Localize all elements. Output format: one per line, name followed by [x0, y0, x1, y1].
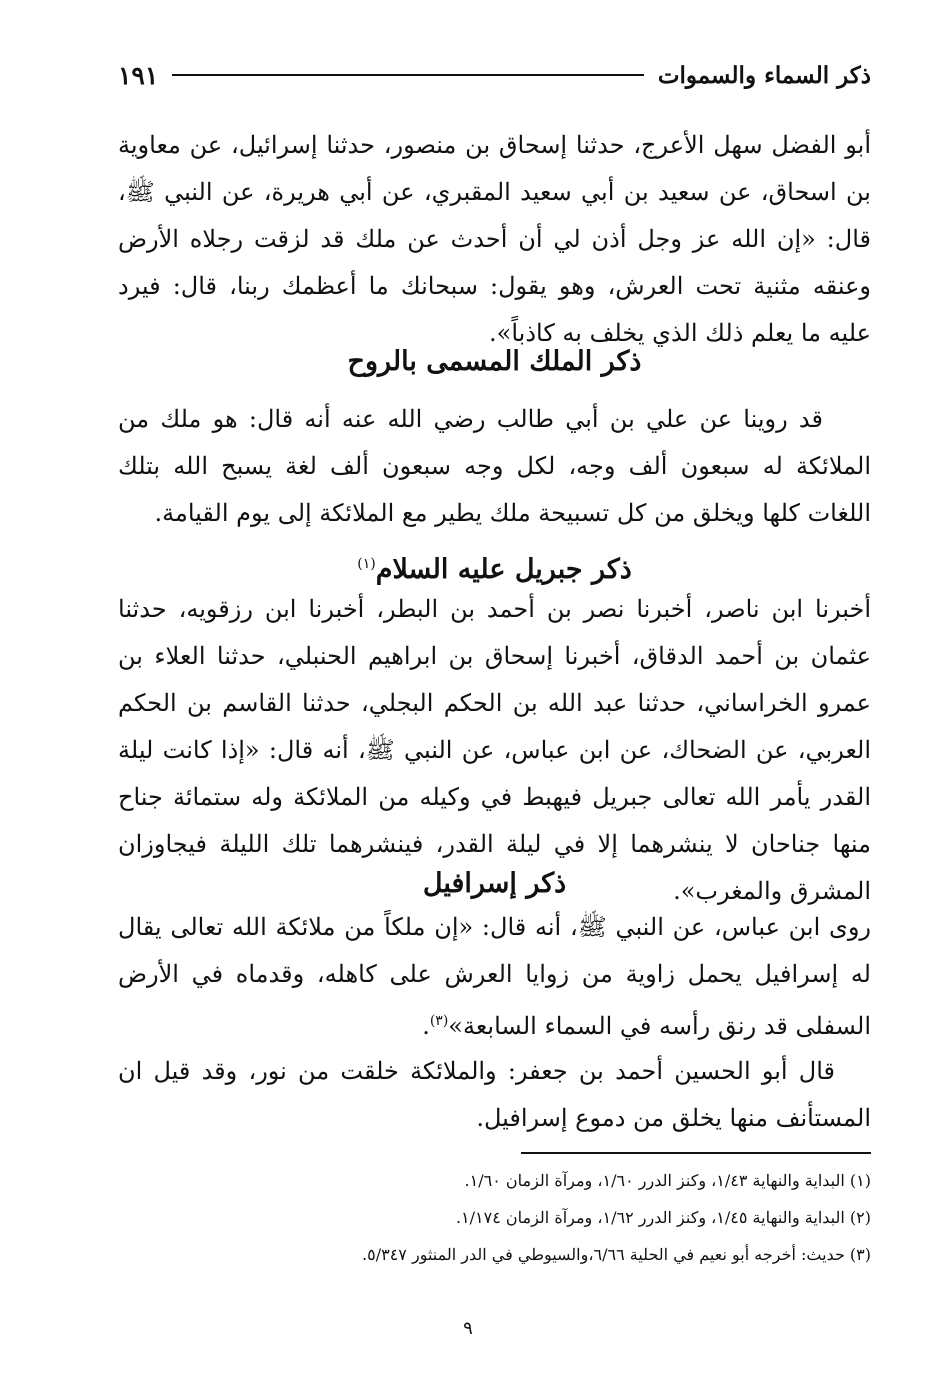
heading-jibril [118, 544, 871, 590]
israfil-text: روى ابن عباس، عن النبي ﷺ، أنه قال: «إن ملكاً من ملائكة الله تعالى يقال له إسرافيل يحمل زاوية من زوايا العرش على كاهله، وقدماه في الأرض السفلى قد رنق رأسه في السماء السابعة» [118, 913, 871, 1040]
ruh-paragraph: قد روينا عن علي بن أبي طالب رضي الله عنه أنه قال: هو ملك من الملائكة له سبعون ألف وجه، لكل وجه سبعون ألف لغة يسبح الله بتلك اللغات كلها ويخلق من كل تسبيحة ملك يطير مع الملائكة إلى يوم القيامة. [118, 405, 871, 527]
footnote-rule [521, 1152, 871, 1154]
running-title: ذكر السماء والسموات [657, 61, 871, 89]
page-header [118, 52, 871, 98]
heading-israfil: ذكر إسرافيل [422, 868, 567, 899]
header-rule [172, 74, 644, 76]
israfil-block-2 [118, 1048, 871, 1142]
heading-jibril-text: ذكر جبريل عليه السلام [375, 554, 632, 585]
israfil-text-end: . [422, 1012, 430, 1040]
footnote-1: (١) البداية والنهاية ١/٤٣، وكنز الدرر ١/٦٠، ومرآة الزمان ١/٦٠. [464, 1171, 871, 1190]
intro-paragraph: أبو الفضل سهل الأعرج، حدثنا إسحاق بن منصور، حدثنا إسرائيل، عن معاوية بن اسحاق، عن سعيد بن أبي سعيد المقبري، عن أبي هريرة، عن النبي ﷺ، قال: «إن الله عز وجل أذن لي أن أحدث عن ملك قد لزقت رجلاه الأرض وعنقه مثنية تحت العرش، وهو يقول: سبحانك ما أعظمك ربنا، قال: فيرد عليه ما يعلم ذلك الذي يخلف به كاذباً». [118, 131, 871, 347]
footnote-3: (٣) حديث: أخرجه أبو نعيم في الحلية ٦/٦٦،والسيوطي في الدر المنثور ٥/٣٤٧. [362, 1245, 871, 1264]
heading-ruh: ذكر الملك المسمى بالروح [347, 346, 642, 377]
footnote-2: (٢) البداية والنهاية ١/٤٥، وكنز الدرر ١/٦٢، ومرآة الزمان ١/١٧٤. [455, 1208, 871, 1227]
heading-jibril-ref: (١) [357, 556, 376, 572]
footnotes [118, 1162, 871, 1273]
israfil-ref: (٣) [429, 1013, 449, 1029]
israfil-block [118, 904, 871, 1050]
bottom-mark: ٩ [463, 1318, 473, 1339]
jibril-paragraph: أخبرنا ابن ناصر، أخبرنا نصر بن أحمد بن البطر، أخبرنا ابن رزقويه، حدثنا عثمان بن أحمد الدقاق، أخبرنا إسحاق بن ابراهيم الحنبلي، حدثنا العلاء بن عمرو الخراساني، حدثنا عبد الله بن الحكم البجلي، حدثنا القاسم بن الحكم العربي، عن الضحاك، عن ابن عباس، عن النبي ﷺ، أنه قال: «إذا كانت ليلة القدر يأمر الله تعالى جبريل فيهبط في وكيله من الملائكة وله ستمائة جناح منها جناحان لا ينشرهما إلا في ليلة القدر، فينشرهما تلك الليلة فيجاوزان المشرق والمغرب». [118, 595, 871, 905]
intro-block [118, 122, 871, 357]
israfil-paragraph-2: قال أبو الحسين أحمد بن جعفر: والملائكة خلقت من نور، وقد قيل ان المستأنف منها يخلق من دموع إسرافيل. [118, 1057, 871, 1132]
page-number: ١٩١ [118, 60, 159, 90]
ruh-block [118, 396, 871, 537]
israfil-paragraph [118, 904, 871, 1050]
